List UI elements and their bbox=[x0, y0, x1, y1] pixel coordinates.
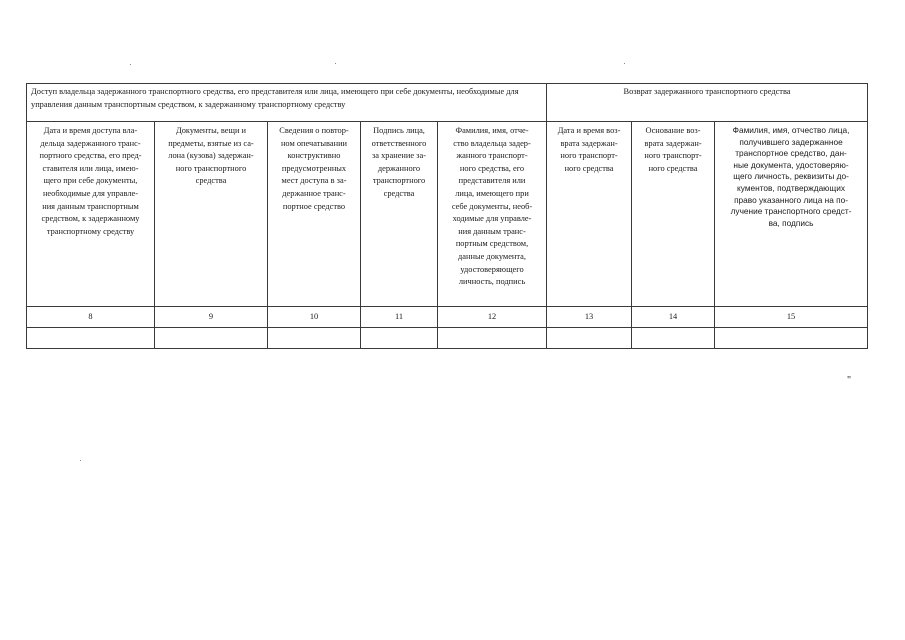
column-heading-text: Дата и время доступа вла- дельца задержанного транс- портного средства, его пред- ставителя или лица, имею- щего при себе документы, необходимые для управле- ния данным транспортным средством, к задержанному транспортному средству bbox=[39, 126, 142, 236]
group-return-header bbox=[547, 84, 868, 122]
column-heading-text: Сведения о повтор- ном опечатывании конструктивно предусмотренных мест доступа в за- держанное транс- портное средство bbox=[279, 126, 349, 211]
column-number: 12 bbox=[438, 307, 547, 328]
group-access-text: Доступ владельца задержанного транспортного средства, его представителя или лица, имеющего при себе документы, необходимые для управления данным транспортным средством, к задержанному транспортному средству bbox=[31, 87, 519, 109]
empty-entry-row bbox=[27, 328, 868, 349]
column-number: 15 bbox=[715, 307, 868, 328]
empty-cell bbox=[632, 328, 715, 349]
group-access-header bbox=[27, 84, 547, 122]
closing-quote-mark: " bbox=[847, 375, 852, 386]
column-header-10 bbox=[268, 122, 361, 307]
column-heading-text: Фамилия, имя, отче- ство владельца задер- жанного транспорт- ного средства, его представителя или лица, имеющего при себе документы, необ- ходимые для управле- ния данным транс- портным средством, данные документа, удостоверяющего личность, подпись bbox=[451, 126, 533, 287]
column-heading-text: Фамилия, имя, отчество лица, получившего задержанное транспортное средство, дан- ные документа, удостоверяю- щего личность, реквизиты до- кументов, подтверждающих право указанного лица на по- лучение транспортного средст- ва, подпись bbox=[730, 125, 852, 228]
scan-speck bbox=[624, 63, 625, 64]
column-number: 14 bbox=[632, 307, 715, 328]
empty-cell bbox=[547, 328, 632, 349]
group-header-row bbox=[27, 84, 868, 122]
column-header-11 bbox=[361, 122, 438, 307]
column-heading-text: Документы, вещи и предметы, взятые из са- лона (кузова) задержан- ного транспортного средства bbox=[168, 126, 254, 186]
column-header-row bbox=[27, 122, 868, 307]
scan-speck bbox=[130, 64, 131, 65]
column-header-8 bbox=[27, 122, 155, 307]
empty-cell bbox=[715, 328, 868, 349]
column-header-9 bbox=[155, 122, 268, 307]
group-return-text: Возврат задержанного транспортного средства bbox=[623, 87, 791, 96]
column-number: 13 bbox=[547, 307, 632, 328]
column-number: 8 bbox=[27, 307, 155, 328]
column-header-13 bbox=[547, 122, 632, 307]
empty-cell bbox=[268, 328, 361, 349]
column-number: 9 bbox=[155, 307, 268, 328]
empty-cell bbox=[27, 328, 155, 349]
column-number-row bbox=[27, 307, 868, 328]
empty-cell bbox=[438, 328, 547, 349]
column-number: 11 bbox=[361, 307, 438, 328]
column-number: 10 bbox=[268, 307, 361, 328]
column-header-14 bbox=[632, 122, 715, 307]
column-header-12 bbox=[438, 122, 547, 307]
column-heading-text: Подпись лица, ответственного за хранение за- держанного транспортного средства bbox=[371, 126, 427, 198]
scan-speck bbox=[335, 63, 336, 64]
column-heading-text: Дата и время воз- врата задержан- ного транспорт- ного средства bbox=[557, 126, 621, 173]
empty-cell bbox=[361, 328, 438, 349]
empty-cell bbox=[155, 328, 268, 349]
column-header-15 bbox=[715, 122, 868, 307]
scan-speck bbox=[80, 460, 81, 461]
register-table bbox=[26, 83, 868, 349]
column-heading-text: Основание воз- врата задержан- ного транспорт- ного средства bbox=[644, 126, 702, 173]
